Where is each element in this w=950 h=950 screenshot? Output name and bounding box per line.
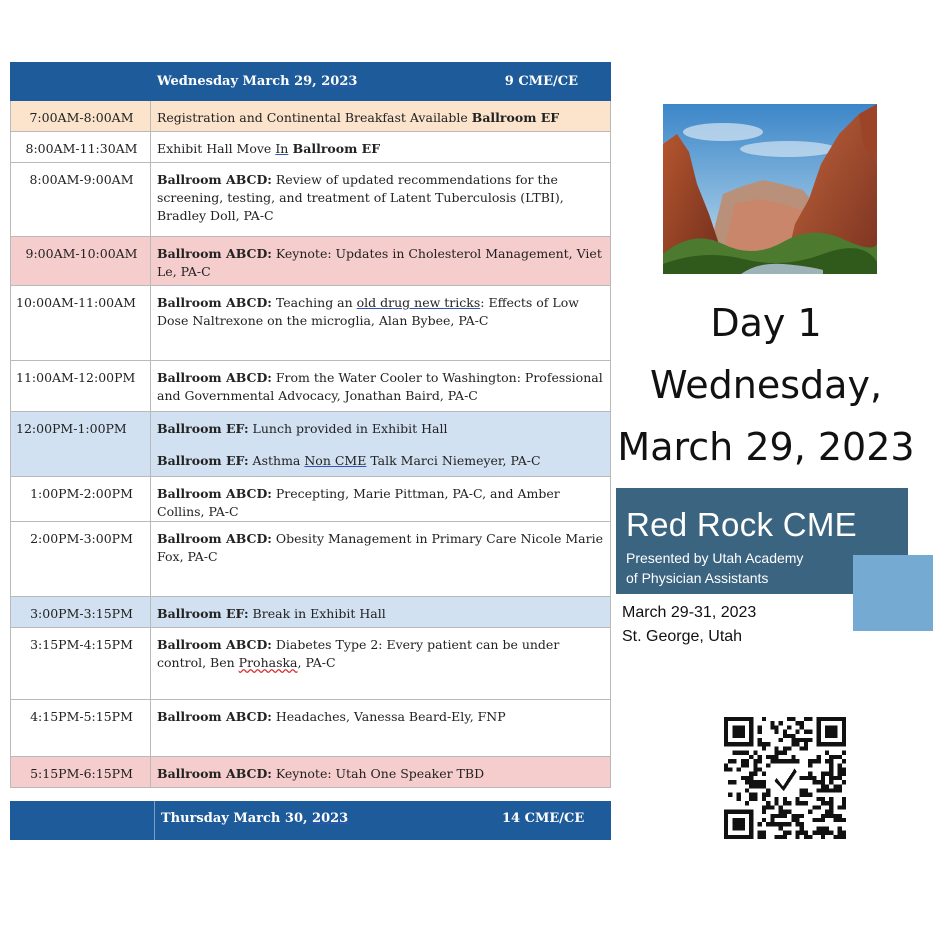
row-text: Precepting, Marie Pittman, PA-C, and Amber Collins, PA-C: [157, 486, 560, 519]
row-description: [151, 597, 611, 628]
qr-code-icon[interactable]: [724, 717, 846, 839]
row-room: Ballroom EF: [471, 110, 560, 125]
row-description: [151, 700, 611, 757]
accent-square: [853, 555, 933, 631]
day-header-row: [11, 63, 611, 101]
row-time: 8:00AM-11:30AM: [11, 132, 151, 163]
row-text: Asthma: [248, 453, 305, 468]
row-description: [151, 628, 611, 700]
thursday-header: [10, 801, 611, 840]
row-text: From the Water Cooler to Washington: Professional and Governmental Advocacy, Jonathan Baird, PA-C: [157, 370, 603, 403]
header-divider: [154, 801, 155, 840]
row-text: Registration and Continental Breakfast Available: [157, 110, 472, 125]
row-time: 2:00PM-3:00PM: [11, 522, 151, 597]
banner-subtitle-line: of Physician Assistants: [626, 570, 769, 586]
row-text: Keynote: Updates in Cholesterol Management, Viet Le, PA-C: [157, 246, 602, 279]
row-description: [151, 237, 611, 286]
row-time: 12:00PM-1:00PM: [11, 412, 151, 477]
row-text: Keynote: Utah One Speaker TBD: [271, 766, 485, 781]
schedule-row: [11, 477, 611, 522]
row-description: [151, 286, 611, 361]
event-location: St. George, Utah: [622, 628, 743, 645]
row-time: 1:00PM-2:00PM: [11, 477, 151, 522]
header-cme: 9 CME/CE: [504, 73, 578, 89]
row-text: Review of updated recommendations for the screening, testing, and treatment of Latent Tuberculosis (LTBI), Bradley Doll, PA-C: [157, 172, 564, 223]
day-weekday: Wednesday,: [649, 363, 883, 407]
row-description: [151, 101, 611, 132]
red-rock-canyon-photo: [663, 104, 877, 274]
day-label: Day 1: [710, 301, 822, 345]
day-date: March 29, 2023: [617, 425, 915, 469]
row-underlined: old drug new tricks: [356, 295, 481, 310]
row-room: Ballroom ABCD:: [157, 295, 272, 310]
row-misspelled: Prohaska: [238, 655, 298, 670]
row-room: Ballroom ABCD:: [157, 246, 272, 261]
thursday-title: [161, 811, 348, 826]
row-text: Obesity Management in Primary Care Nicole Marie Fox, PA-C: [157, 531, 603, 564]
row-room: Ballroom ABCD:: [157, 766, 272, 781]
row-time: 3:00PM-3:15PM: [11, 597, 151, 628]
row-time: 5:15PM-6:15PM: [11, 757, 151, 788]
header-year: 2023: [321, 73, 358, 89]
row-time: 7:00AM-8:00AM: [11, 101, 151, 132]
schedule-row: [11, 361, 611, 412]
schedule-row: [11, 163, 611, 237]
row-text: Break in Exhibit Hall: [248, 606, 386, 621]
row-description: [151, 361, 611, 412]
row-time: 8:00AM-9:00AM: [11, 163, 151, 237]
row-room: Ballroom ABCD:: [157, 172, 272, 187]
schedule-row: [11, 237, 611, 286]
row-time: 10:00AM-11:00AM: [11, 286, 151, 361]
row-text: Teaching an: [271, 295, 357, 310]
row-text: Talk Marci Niemeyer, PA-C: [366, 453, 541, 468]
header-title: Wednesday March 29,: [157, 73, 322, 89]
schedule-row: [11, 412, 611, 477]
row-room: Ballroom ABCD:: [157, 709, 272, 724]
schedule-row: [11, 597, 611, 628]
row-underlined: In: [275, 141, 289, 156]
row-line: [157, 420, 604, 438]
banner-title: Red Rock CME: [626, 506, 857, 543]
row-description: [151, 757, 611, 788]
schedule-row: [11, 101, 611, 132]
row-description: [151, 522, 611, 597]
row-room: Ballroom EF:: [157, 453, 249, 468]
row-room: Ballroom EF:: [157, 606, 249, 621]
schedule-row: [11, 628, 611, 700]
row-text: Lunch provided in Exhibit Hall: [248, 421, 448, 436]
row-underlined: Non CME: [304, 453, 367, 468]
day-heading: [616, 292, 916, 478]
banner-subtitle-line: Presented by Utah Academy: [626, 550, 804, 566]
row-description: [151, 163, 611, 237]
row-text: , PA-C: [297, 655, 336, 670]
thursday-title-text: Thursday March 30,: [161, 811, 313, 826]
row-time: 9:00AM-10:00AM: [11, 237, 151, 286]
event-dates: March 29-31, 2023: [622, 604, 757, 621]
schedule-row: [11, 522, 611, 597]
thursday-cme: 14 CME/CE: [502, 811, 585, 826]
row-text: Diabetes Type 2: Every patient can be under control, Ben: [157, 637, 560, 670]
row-time: 4:15PM-5:15PM: [11, 700, 151, 757]
schedule-table: [10, 62, 611, 788]
row-room: Ballroom ABCD:: [157, 370, 272, 385]
schedule-row: [11, 757, 611, 788]
row-room: Ballroom ABCD:: [157, 531, 272, 546]
schedule-row: [11, 700, 611, 757]
schedule-row: [11, 286, 611, 361]
row-room: Ballroom ABCD:: [157, 637, 272, 652]
header-time-cell: [11, 63, 151, 101]
event-info: [622, 601, 756, 649]
row-time: 11:00AM-12:00PM: [11, 361, 151, 412]
schedule-row: [11, 132, 611, 163]
row-time: 3:15PM-4:15PM: [11, 628, 151, 700]
row-description: [151, 132, 611, 163]
banner-subtitle: [626, 548, 803, 588]
row-description: [151, 477, 611, 522]
row-line: [157, 452, 604, 470]
row-room: Ballroom EF: [288, 141, 381, 156]
row-text: : Effects of Low Dose Naltrexone on the microglia, Alan Bybee, PA-C: [157, 295, 579, 328]
row-text: Headaches, Vanessa Beard-Ely, FNP: [271, 709, 506, 724]
row-room: Ballroom EF:: [157, 421, 249, 436]
row-text: Exhibit Hall Move: [157, 141, 276, 156]
row-description: [151, 412, 611, 477]
row-room: Ballroom ABCD:: [157, 486, 272, 501]
thursday-year: 2023: [312, 811, 349, 826]
header-title-cell: [151, 63, 611, 101]
